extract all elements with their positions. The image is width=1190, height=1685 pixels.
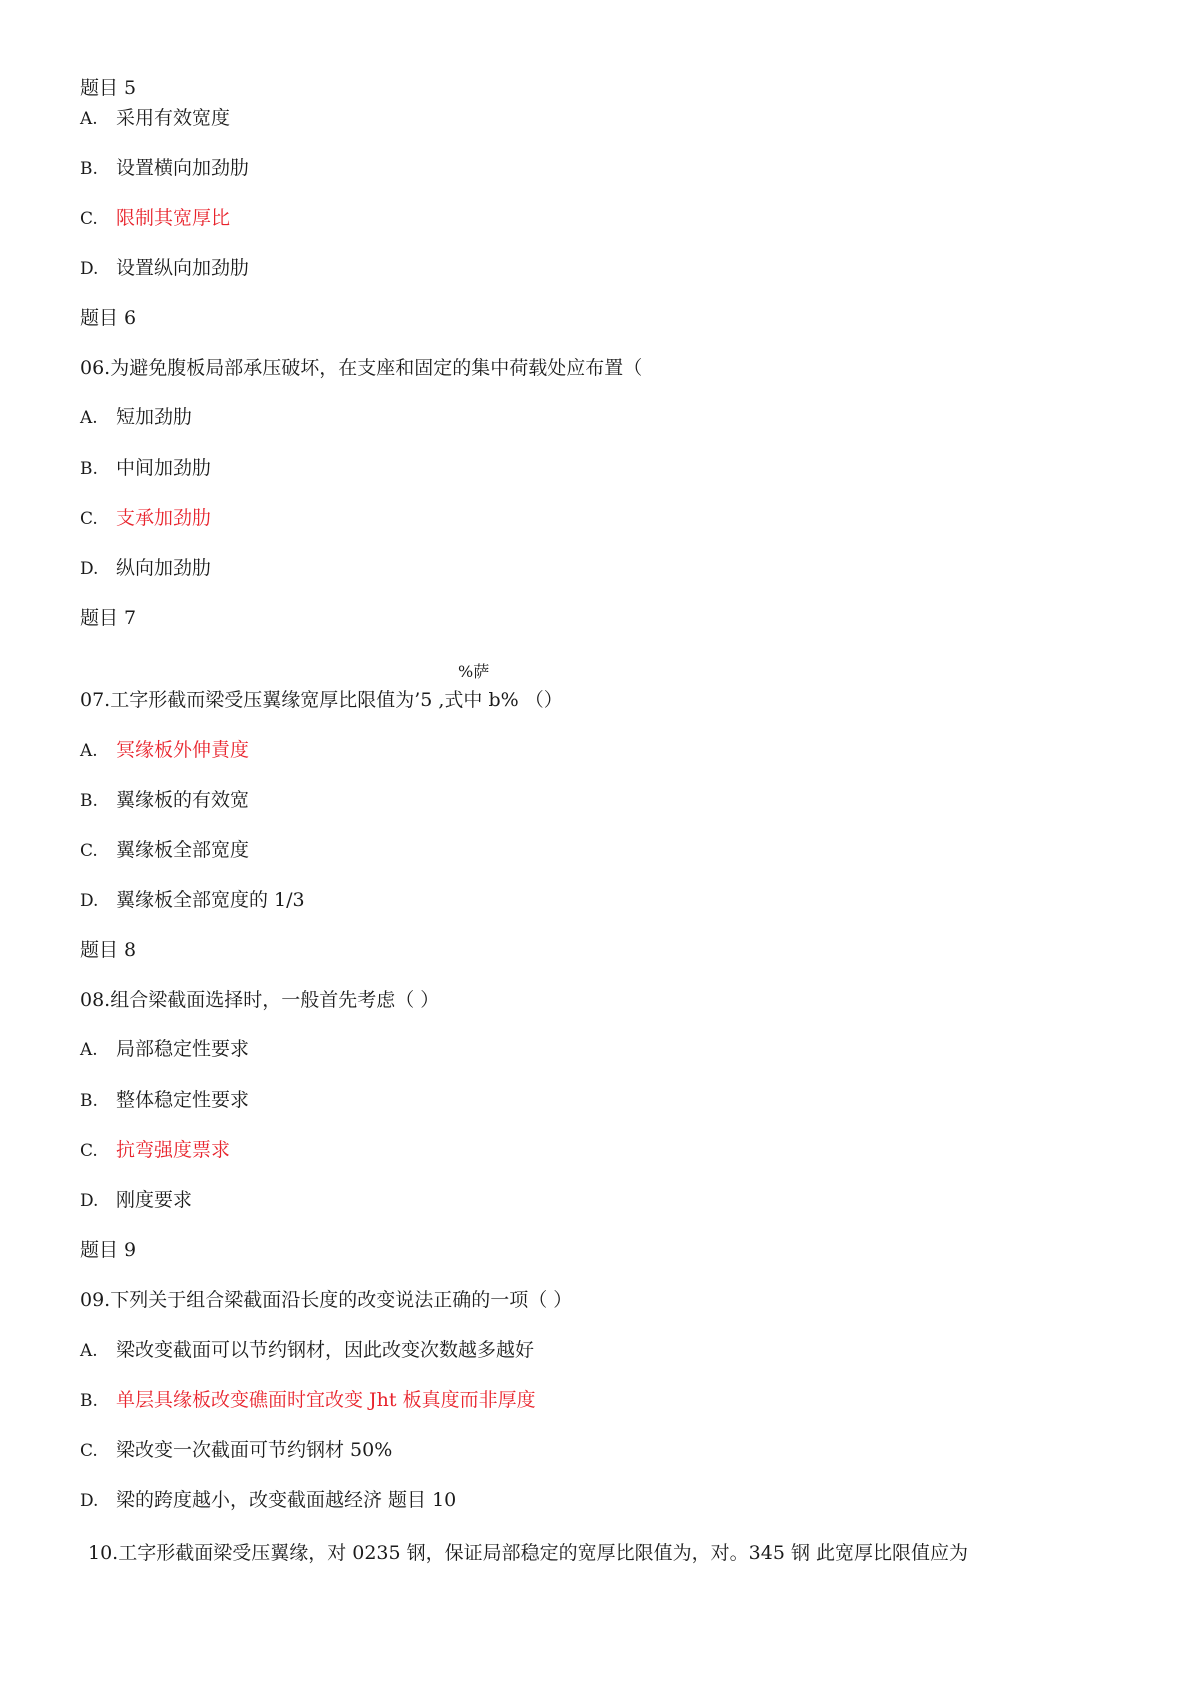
option-label: A. xyxy=(80,408,98,428)
option-c-answer xyxy=(80,206,230,231)
formula-superscript: %萨 xyxy=(458,662,490,681)
option-text: 设置横向加劲肋 xyxy=(116,157,250,179)
question-9-text: 09.下列关于组合梁截面沿长度的改变说法正确的一项（ ） xyxy=(80,1289,573,1311)
option-text: 梁改变一次截面可节约钢材 50% xyxy=(116,1439,393,1461)
option-b xyxy=(80,156,249,181)
option-label: D. xyxy=(80,1191,99,1211)
question-5-title: 题目 5 xyxy=(80,77,137,99)
option-label: D. xyxy=(80,559,99,579)
option-text: 局部稳定性要求 xyxy=(116,1038,250,1060)
option-a xyxy=(80,1338,534,1363)
question-7-text: 07.工字形截而梁受压翼缘宽厚比限值为’5 ,式中 b% （） xyxy=(80,689,563,711)
option-text: 单层具缘板改变礁面时宜改变 Jht 板真度而非厚度 xyxy=(116,1389,536,1411)
option-label: A. xyxy=(80,1341,98,1361)
option-b xyxy=(80,456,211,481)
option-d xyxy=(80,256,249,281)
option-label: D. xyxy=(80,1491,99,1511)
option-b xyxy=(80,1088,249,1113)
option-b xyxy=(80,788,249,813)
option-text: 整体稳定性要求 xyxy=(116,1089,250,1111)
option-label: C. xyxy=(80,1141,98,1161)
option-text: 设置纵向加劲肋 xyxy=(116,257,250,279)
option-d xyxy=(80,1188,192,1213)
question-6-text: 06.为避免腹板局部承压破坏，在支座和固定的集中荷载处应布置（ xyxy=(80,357,643,379)
question-10-text: 10.工字形截面梁受压翼缘，对 0235 钢，保证局部稳定的宽厚比限值为，对。345 钢 此宽厚比限值应为 xyxy=(88,1542,968,1564)
option-text: 刚度要求 xyxy=(116,1189,193,1211)
question-9-title: 题目 9 xyxy=(80,1239,137,1261)
option-text: 采用有效宽度 xyxy=(116,107,231,129)
option-text: 冥缘板外伸責度 xyxy=(116,739,250,761)
option-label: B. xyxy=(80,159,98,179)
option-text: 翼缘板的有效宽 xyxy=(116,789,250,811)
option-a xyxy=(80,405,192,430)
question-7-title: 题目 7 xyxy=(80,607,137,629)
option-label: C. xyxy=(80,209,98,229)
option-label: B. xyxy=(80,459,98,479)
option-a xyxy=(80,1037,249,1062)
option-label: A. xyxy=(80,741,98,761)
option-label: C. xyxy=(80,841,98,861)
option-label: B. xyxy=(80,1391,98,1411)
question-8-text: 08.组合梁截面选择时，一般首先考虑（ ） xyxy=(80,989,440,1011)
option-d xyxy=(80,556,211,581)
option-label: B. xyxy=(80,1091,98,1111)
option-label: A. xyxy=(80,1040,98,1060)
option-label: C. xyxy=(80,509,98,529)
option-text: 翼缘板全部宽度的 1/3 xyxy=(116,889,305,911)
option-d xyxy=(80,888,305,913)
option-label: C. xyxy=(80,1441,98,1461)
option-a-answer xyxy=(80,738,249,763)
option-label: B. xyxy=(80,791,98,811)
option-a xyxy=(80,106,230,131)
option-label: D. xyxy=(80,891,99,911)
option-text: 抗弯强度票求 xyxy=(116,1139,231,1161)
option-c-answer xyxy=(80,506,211,531)
option-text: 梁改变截面可以节约钢材，因此改变次数越多越好 xyxy=(116,1339,535,1361)
option-c-answer xyxy=(80,1138,230,1163)
option-c xyxy=(80,1438,392,1463)
option-text: 梁的跨度越小，改变截面越经济 题目 10 xyxy=(116,1489,457,1511)
option-text: 支承加劲肋 xyxy=(116,507,212,529)
option-b-answer xyxy=(80,1388,536,1413)
option-label: D. xyxy=(80,259,99,279)
option-text: 限制其宽厚比 xyxy=(116,207,231,229)
question-6-title: 题目 6 xyxy=(80,307,137,329)
option-text: 纵向加劲肋 xyxy=(116,557,212,579)
option-c xyxy=(80,838,249,863)
option-d xyxy=(80,1488,456,1513)
option-text: 翼缘板全部宽度 xyxy=(116,839,250,861)
option-text: 短加劲肋 xyxy=(116,406,193,428)
option-text: 中间加劲肋 xyxy=(116,457,212,479)
option-label: A. xyxy=(80,109,98,129)
question-8-title: 题目 8 xyxy=(80,939,137,961)
